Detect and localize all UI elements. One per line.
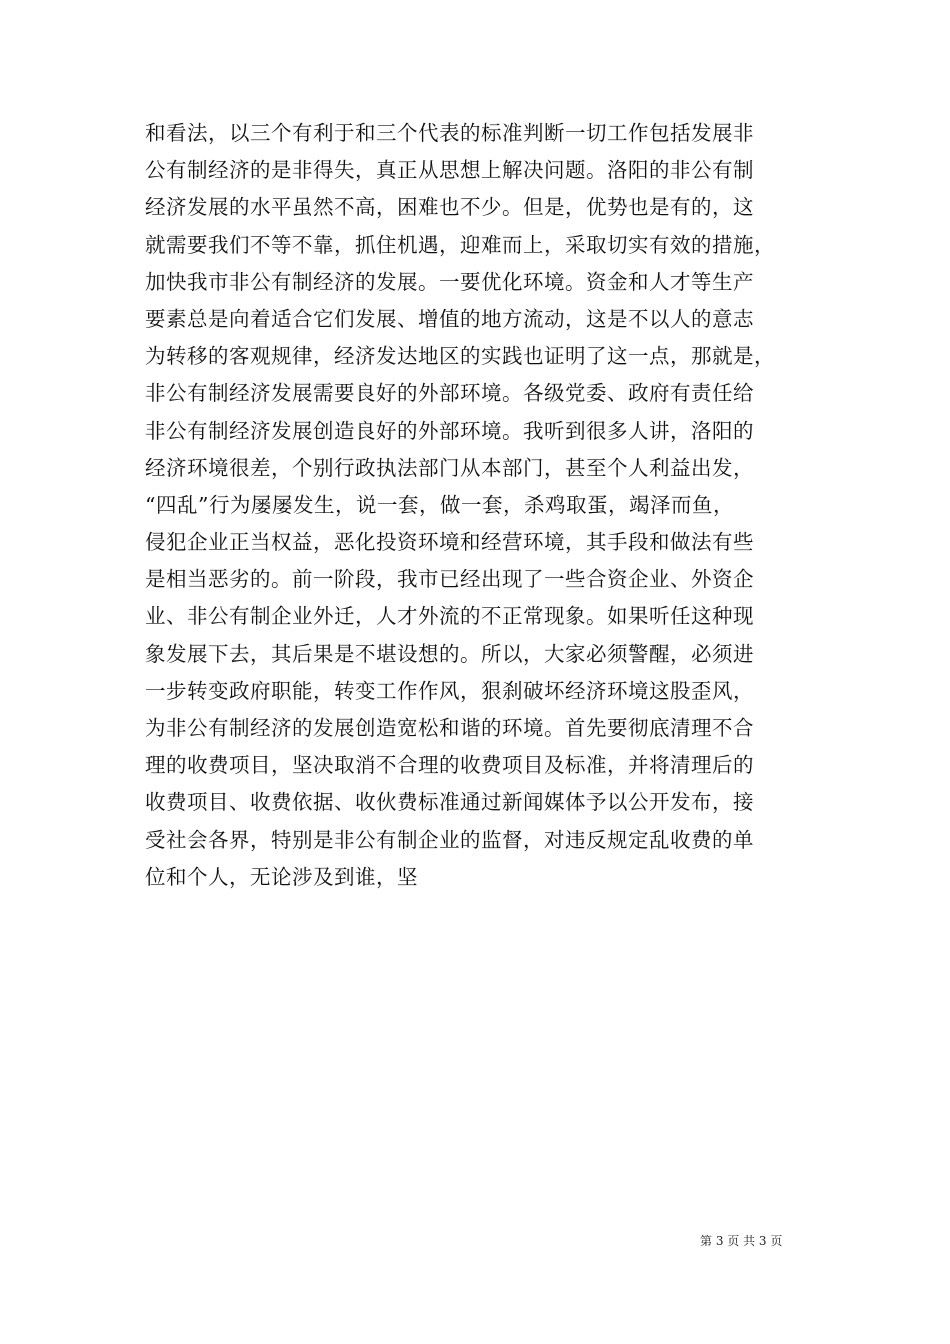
text-line-15: 象发展下去，其后果是不堪设想的。所以，大家必须警醒，必须进 [145, 641, 754, 666]
body-paragraph [145, 115, 815, 896]
text-line-12: 侵犯企业正当权益，恶化投资环境和经营环境，其手段和做法有些 [145, 530, 754, 555]
text-line-8: 非公有制经济发展需要良好的外部环境。各级党委、政府有责任给 [145, 381, 754, 406]
text-line-7: 为转移的客观规律，经济发达地区的实践也证明了这一点，那就是， [145, 344, 775, 369]
text-line-1: 和看法，以三个有利于和三个代表的标准判断一切工作包括发展非 [145, 121, 754, 145]
text-line-16: 一步转变政府职能，转变工作作风，狠刹破坏经济环境这股歪风， [145, 678, 754, 703]
text-line-17: 为非公有制经济的发展创造宽松和谐的环境。首先要彻底清理不合 [145, 716, 754, 740]
text-line-10: 经济环境很差，个别行政执法部门从本部门，甚至个人利益出发， [145, 455, 754, 480]
text-line-13: 是相当恶劣的。前一阶段，我市已经出现了一些合资企业、外资企 [145, 567, 754, 592]
page-number-footer: 第 3 页 共 3 页 [700, 1234, 783, 1248]
text-line-21: 位和个人，无论涉及到谁，坚 [145, 864, 418, 889]
text-line-19: 收费项目、收费依据、收伙费标准通过新闻媒体予以公开发布，接 [145, 790, 754, 815]
text-line-3: 经济发展的水平虽然不高，困难也不少。但是，优势也是有的，这 [145, 195, 754, 220]
text-line-4: 就需要我们不等不靠，抓住机遇，迎难而上，采取切实有效的措施， [145, 232, 775, 257]
text-line-20: 受社会各界，特别是非公有制企业的监督，对违反规定乱收费的单 [145, 827, 754, 852]
text-line-5: 加快我市非公有制经济的发展。一要优化环境。资金和人才等生产 [145, 269, 754, 294]
text-line-2: 公有制经济的是非得失，真正从思想上解决问题。洛阳的非公有制 [145, 158, 754, 183]
text-line-11: “四乱”行为屡屡发生，说一套，做一套，杀鸡取蛋，竭泽而鱼， [145, 492, 734, 517]
text-line-18: 理的收费项目，坚决取消不合理的收费项目及标准，并将清理后的 [145, 753, 754, 778]
text-line-14: 业、非公有制企业外迁，人才外流的不正常现象。如果听任这种现 [145, 604, 754, 629]
text-line-6: 要素总是向着适合它们发展、增值的地方流动，这是不以人的意志 [145, 306, 754, 331]
text-line-9: 非公有制经济发展创造良好的外部环境。我听到很多人讲，洛阳的 [145, 418, 754, 443]
